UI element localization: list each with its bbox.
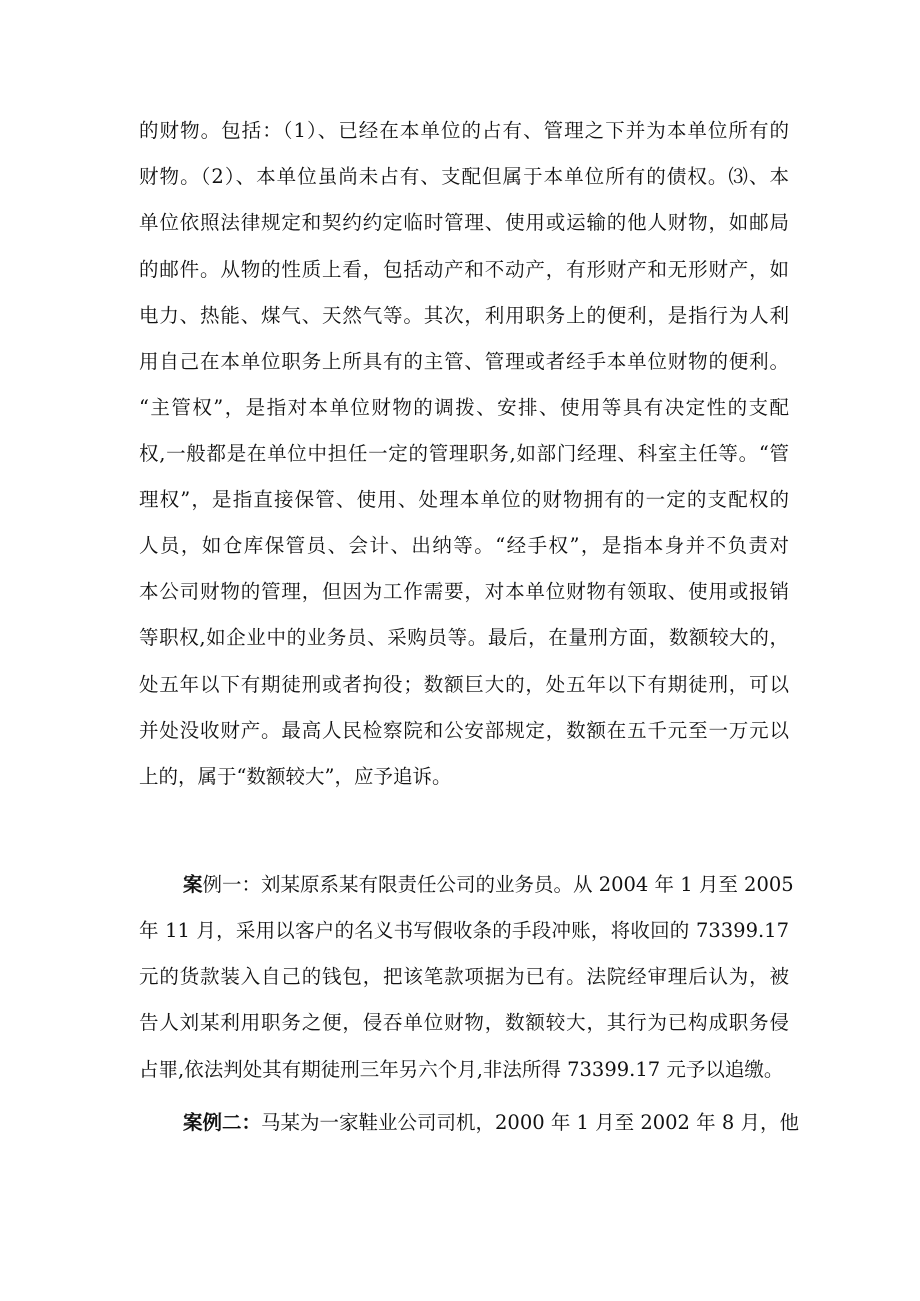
- paragraph-line: 权,一般都是在单位中担任一定的管理职务,如部门经理、科室主任等。“管: [139, 442, 789, 465]
- paragraph-line: 等职权,如企业中的业务员、采购员等。最后，在量刑方面，数额较大的，: [139, 626, 789, 649]
- paragraph-line: 理权”，是指直接保管、使用、处理本单位的财物拥有的一定的支配权的: [139, 488, 789, 511]
- paragraph-line: 电力、热能、煤气、天然气等。其次，利用职务上的便利，是指行为人利: [139, 304, 789, 327]
- paragraph-line: 用自己在本单位职务上所具有的主管、管理或者经手本单位财物的便利。: [139, 350, 789, 373]
- case-one-line: 年 11 月，采用以客户的名义书写假收条的手段冲账，将收回的 73399.17: [139, 919, 789, 942]
- paragraph-line: 单位依照法律规定和契约约定临时管理、使用或运输的他人财物，如邮局: [139, 211, 789, 234]
- paragraph-line: 处五年以下有期徒刑或者拘役；数额巨大的，处五年以下有期徒刑，可以: [139, 673, 789, 696]
- paragraph-line: “主管权”，是指对本单位财物的调拨、安排、使用等具有决定性的支配: [139, 396, 789, 419]
- case-two-first-line: [183, 1100, 799, 1146]
- case-one-line: 元的货款装入自己的钱包，把该笔款项据为已有。法院经审理后认为，被: [139, 965, 789, 988]
- paragraph-line: 本公司财物的管理，但因为工作需要，对本单位财物有领取、使用或报销: [139, 580, 789, 603]
- paragraph-line: 财物。（2）、本单位虽尚未占有、支配但属于本单位所有的债权。⑶、本: [139, 165, 789, 188]
- case-one-lead-text: 例一：刘某原系某有限责任公司的业务员。从 2004 年 1 月至 2005: [202, 873, 794, 896]
- case-one-lead-bold: 案: [183, 873, 203, 896]
- case-two-lead-text: 马某为一家鞋业公司司机，2000 年 1 月至 2002 年 8 月，他: [261, 1111, 799, 1134]
- paragraph-line: 上的，属于“数额较大”，应予追诉。: [139, 765, 452, 788]
- case-two-lead-bold: 案例二：: [183, 1111, 262, 1134]
- case-one-line: 告人刘某利用职务之便，侵吞单位财物，数额较大，其行为已构成职务侵: [139, 1011, 789, 1034]
- paragraph-line: 并处没收财产。最高人民检察院和公安部规定，数额在五千元至一万元以: [139, 719, 789, 742]
- paragraph-line: 的财物。包括：（1）、已经在本单位的占有、管理之下并为本单位所有的: [139, 119, 789, 142]
- paragraph-line: 人员，如仓库保管员、会计、出纳等。“经手权”，是指本身并不负责对: [139, 534, 789, 557]
- paragraph-line: 的邮件。从物的性质上看，包括动产和不动产，有形财产和无形财产，如: [139, 258, 789, 281]
- case-one-line: 占罪,依法判处其有期徒刑三年另六个月,非法所得 73399.17 元予以追缴。: [139, 1058, 784, 1081]
- case-one-first-line: [183, 862, 794, 908]
